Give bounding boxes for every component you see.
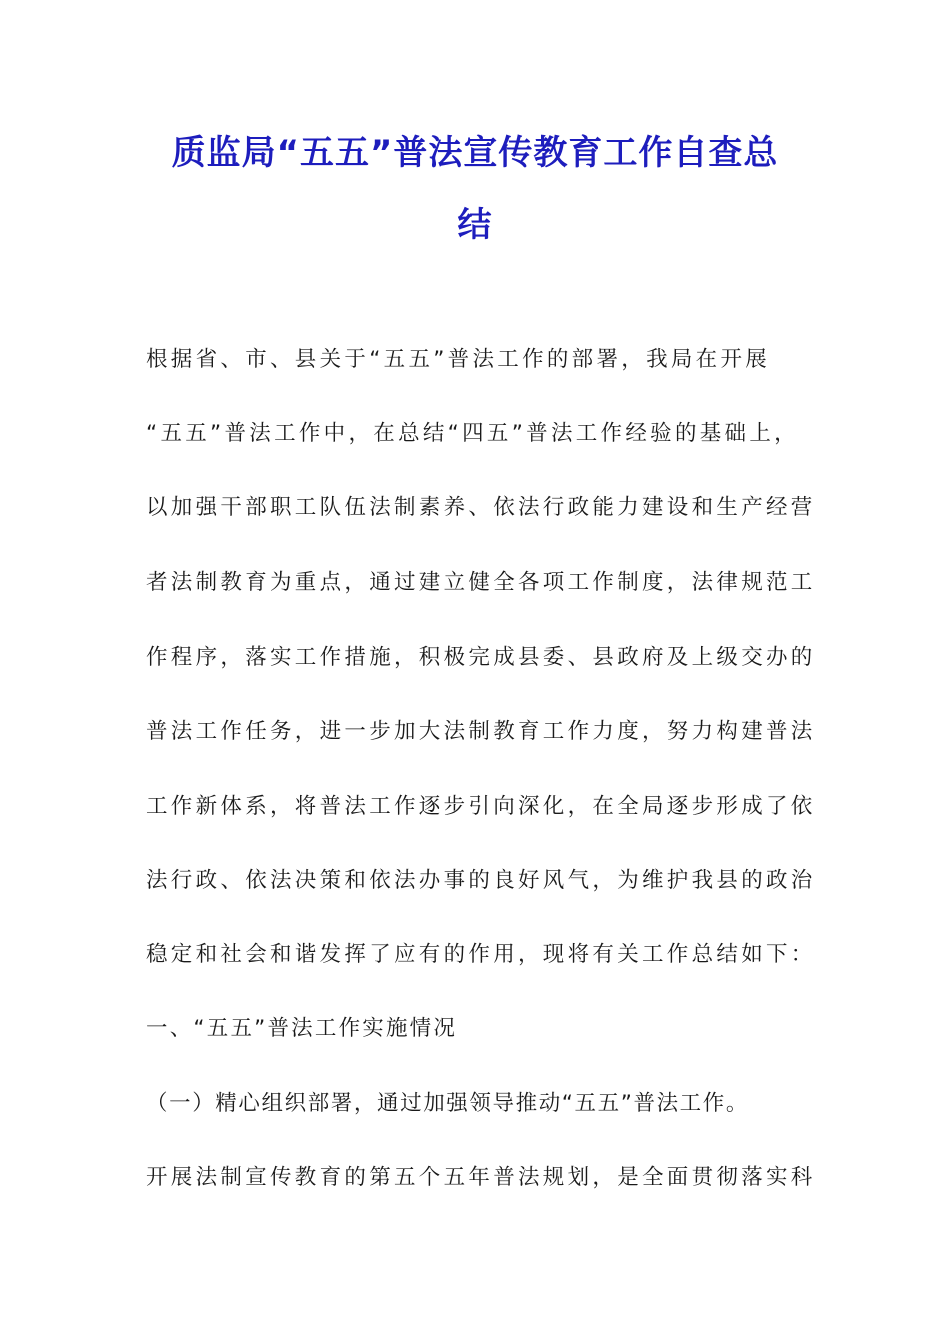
subsection-heading: （一）精心组织部署，通过加强领导推动“五五”普法工作。 (146, 1091, 749, 1116)
paragraph-line: 工作新体系，将普法工作逐步引向深化，在全局逐步形成了依 (146, 794, 816, 819)
document-title-line-2: 结 (457, 205, 493, 245)
paragraph-line: 作程序，落实工作措施，积极完成县委、县政府及上级交办的 (146, 645, 816, 670)
paragraph-line: 开展法制宣传教育的第五个五年普法规划，是全面贯彻落实科 (146, 1165, 816, 1190)
paragraph-line: 法行政、依法决策和依法办事的良好风气，为维护我县的政治 (146, 868, 816, 893)
paragraph-line: 者法制教育为重点，通过建立健全各项工作制度，法律规范工 (146, 570, 816, 595)
paragraph-line: “五五”普法工作中，在总结“四五”普法工作经验的基础上， (146, 421, 799, 446)
paragraph-line: 稳定和社会和谐发挥了应有的作用，现将有关工作总结如下： (146, 942, 816, 967)
document-title-line-1: 质监局“五五”普法宣传教育工作自查总 (171, 133, 779, 173)
paragraph-line: 以加强干部职工队伍法制素养、依法行政能力建设和生产经营 (146, 495, 816, 520)
paragraph-line: 根据省、市、县关于“五五”普法工作的部署，我局在开展 (146, 347, 771, 372)
section-heading: 一、“五五”普法工作实施情况 (146, 1016, 458, 1041)
paragraph-line: 普法工作任务，进一步加大法制教育工作力度，努力构建普法 (146, 719, 816, 744)
